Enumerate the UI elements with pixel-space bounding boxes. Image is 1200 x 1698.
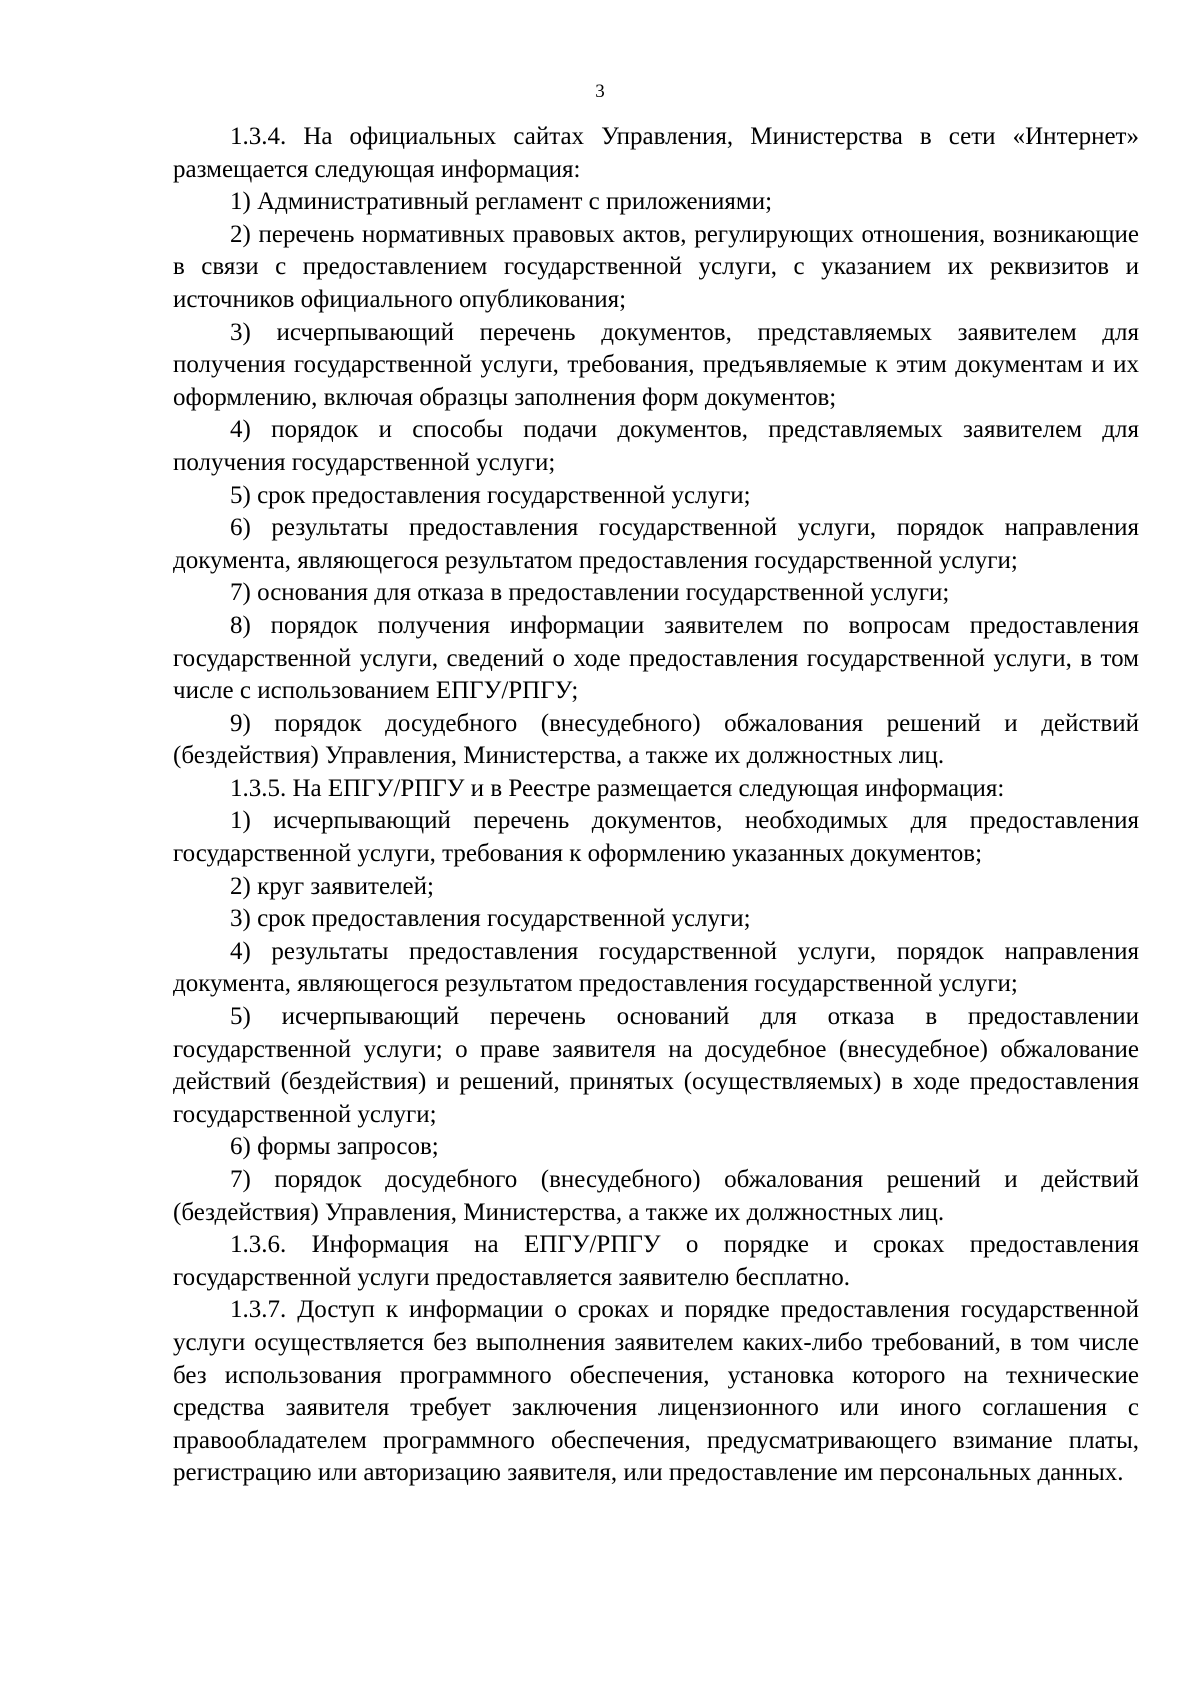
list-item: 6) формы запросов; — [230, 1133, 439, 1161]
list-item: 1) Административный регламент с приложениями; — [230, 188, 773, 216]
document-body — [173, 121, 1139, 1490]
list-item: 3) исчерпывающий перечень документов, представляемых заявителем для получения государственной услуги, требования, предъявляемые к этим документам и их оформлению, включая образцы заполнения форм документов; — [173, 318, 1139, 411]
list-item: 3) срок предоставления государственной услуги; — [230, 905, 751, 933]
list-item: 5) срок предоставления государственной услуги; — [230, 481, 751, 509]
list-item: 8) порядок получения информации заявителем по вопросам предоставления государственной услуги, сведений о ходе предоставления государственной услуги, в том числе с использованием ЕПГУ/РПГУ; — [173, 611, 1139, 705]
list-item: 9) порядок досудебного (внесудебного) обжалования решений и действий (бездействия) Управления, Министерства, а также их должностных лиц. — [173, 709, 1139, 770]
list-item: 2) круг заявителей; — [230, 872, 434, 900]
page-number: 3 — [595, 81, 605, 102]
list-item: 2) перечень нормативных правовых актов, регулирующих отношения, возникающие в связи с предоставлением государственной услуги, с указанием их реквизитов и источников официального опубликования; — [173, 220, 1139, 313]
list-item: 4) порядок и способы подачи документов, представляемых заявителем для получения государственной услуги; — [173, 416, 1139, 476]
paragraph-1-3-5: 1.3.5. На ЕПГУ/РПГУ и в Реестре размещается следующая информация: — [230, 774, 1005, 802]
list-item: 7) порядок досудебного (внесудебного) обжалования решений и действий (бездействия) Управления, Министерства, а также их должностных лиц. — [173, 1166, 1139, 1226]
paragraph-1-3-6: 1.3.6. Информация на ЕПГУ/РПГУ о порядке и сроках предоставления государственной услуги предоставляется заявителю бесплатно. — [173, 1231, 1139, 1291]
list-item: 6) результаты предоставления государственной услуги, порядок направления документа, являющегося результатом предоставления государственной услуги; — [173, 514, 1139, 574]
paragraph-1-3-7: 1.3.7. Доступ к информации о сроках и порядке предоставления государственной услуги осуществляется без выполнения заявителем каких-либо требований, в том числе без использования программного обеспечения, установка которого на технические средства заявителя требует заключения лицензионного или иного соглашения с правообладателем программного обеспечения, предусматривающего взимание платы, регистрацию или авторизацию заявителя, или предоставление им персональных данных. — [173, 1296, 1139, 1487]
list-item: 4) результаты предоставления государственной услуги, порядок направления документа, являющегося результатом предоставления государственной услуги; — [173, 937, 1139, 998]
list-item: 1) исчерпывающий перечень документов, необходимых для предоставления государственной услуги, требования к оформлению указанных документов; — [173, 807, 1139, 868]
list-item: 7) основания для отказа в предоставлении государственной услуги; — [230, 579, 950, 607]
list-item: 5) исчерпывающий перечень оснований для отказа в предоставлении государственной услуги; о праве заявителя на досудебное (внесудебное) обжалование действий (бездействия) и решений, принятых (осуществляемых) в ходе предоставления государственной услуги; — [173, 1003, 1139, 1128]
paragraph-1-3-4: 1.3.4. На официальных сайтах Управления, Министерства в сети «Интернет» размещается следующая информация: — [173, 123, 1139, 183]
